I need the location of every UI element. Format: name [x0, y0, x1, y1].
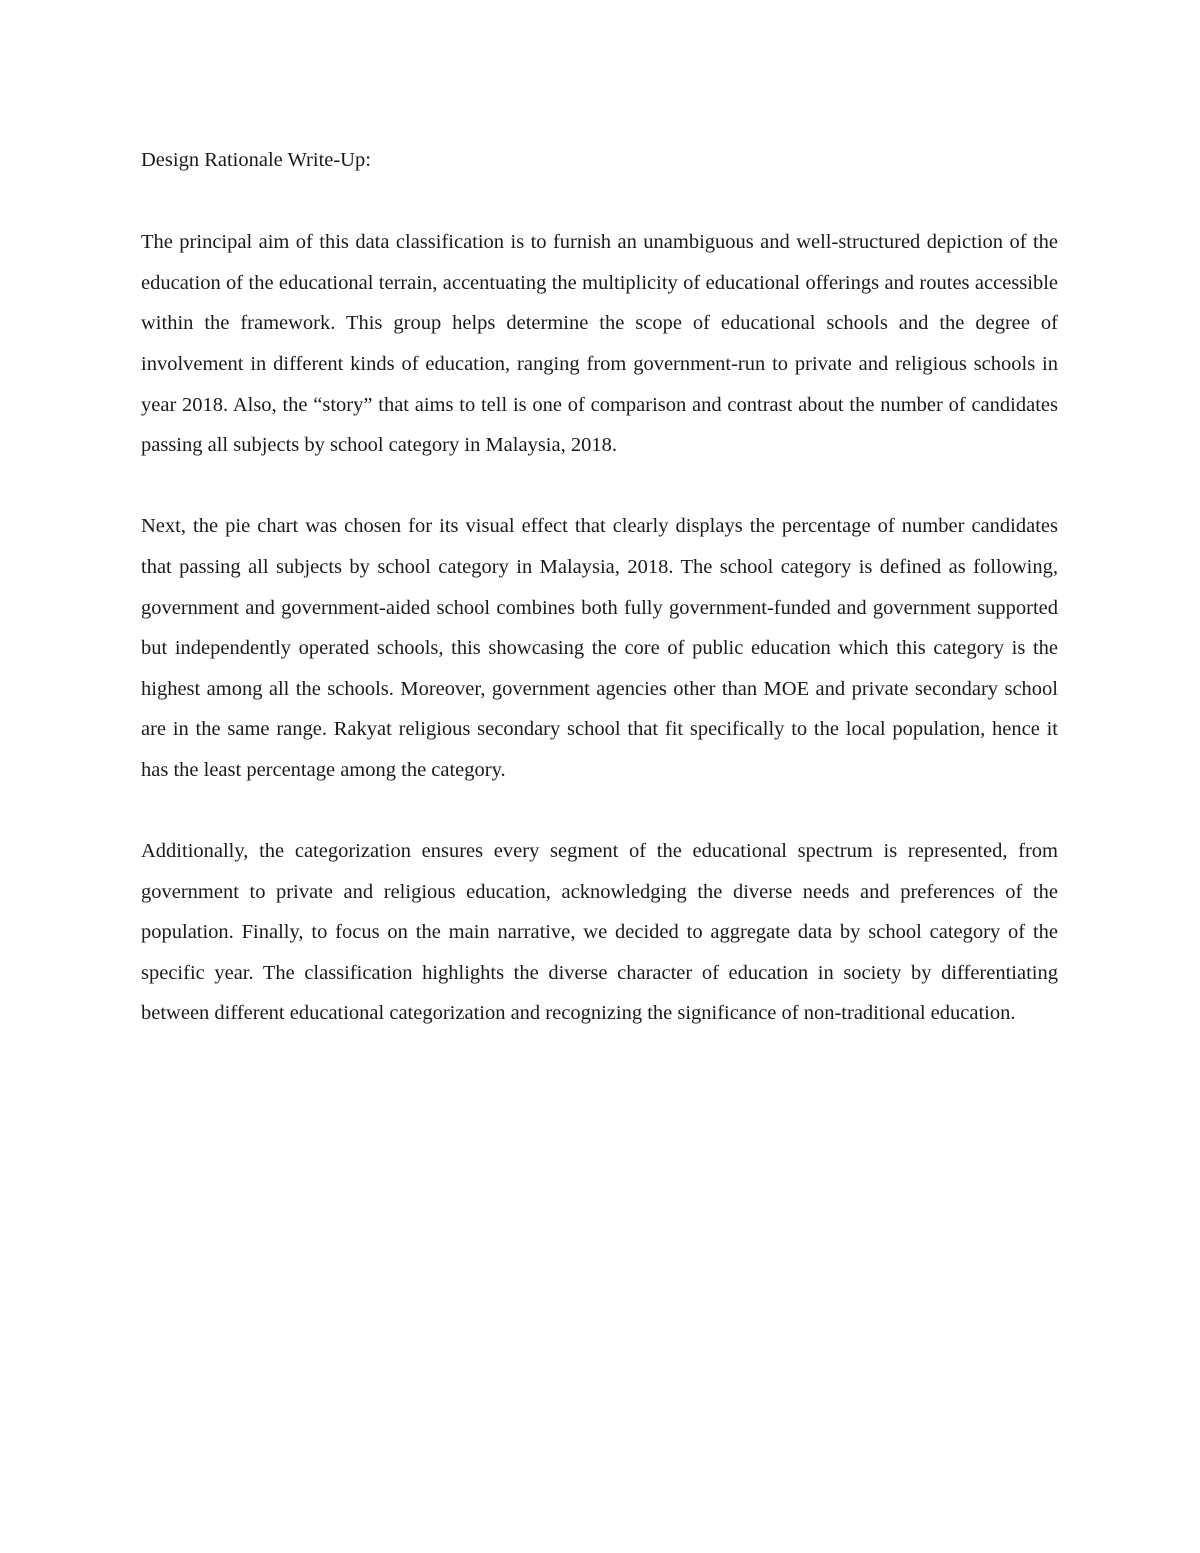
document-body	[141, 140, 1058, 1034]
paragraph-spacer	[141, 791, 1058, 832]
paragraph-spacer	[141, 466, 1058, 507]
document-heading: Design Rationale Write-Up:	[141, 149, 371, 171]
paragraph-categorization: Additionally, the categorization ensures every segment of the educational spectrum is represented, from government to private and religious education, acknowledging the diverse needs and preferences of the population. Finally, to focus on the main narrative, we decided to aggregate data by school category of the specific year. The classification highlights the diverse character of education in society by differentiating between different educational categorization and recognizing the significance of non-traditional education.	[141, 840, 1058, 1025]
paragraph-spacer	[141, 182, 1058, 223]
paragraph-pie-chart: Next, the pie chart was chosen for its visual effect that clearly displays the percentage of number candidates that passing all subjects by school category in Malaysia, 2018. The school category is defined as following, government and government-aided school combines both fully government-funded and government supported but independently operated schools, this showcasing the core of public education which this category is the highest among all the schools. Moreover, government agencies other than MOE and private secondary school are in the same range. Rakyat religious secondary school that fit specifically to the local population, hence it has the least percentage among the category.	[141, 515, 1058, 781]
paragraph-aim: The principal aim of this data classification is to furnish an unambiguous and well-structured depiction of the education of the educational terrain, accentuating the multiplicity of educational offerings and routes accessible within the framework. This group helps determine the scope of educational schools and the degree of involvement in different kinds of education, ranging from government-run to private and religious schools in year 2018. Also, the “story” that aims to tell is one of comparison and contrast about the number of candidates passing all subjects by school category in Malaysia, 2018.	[141, 231, 1058, 457]
